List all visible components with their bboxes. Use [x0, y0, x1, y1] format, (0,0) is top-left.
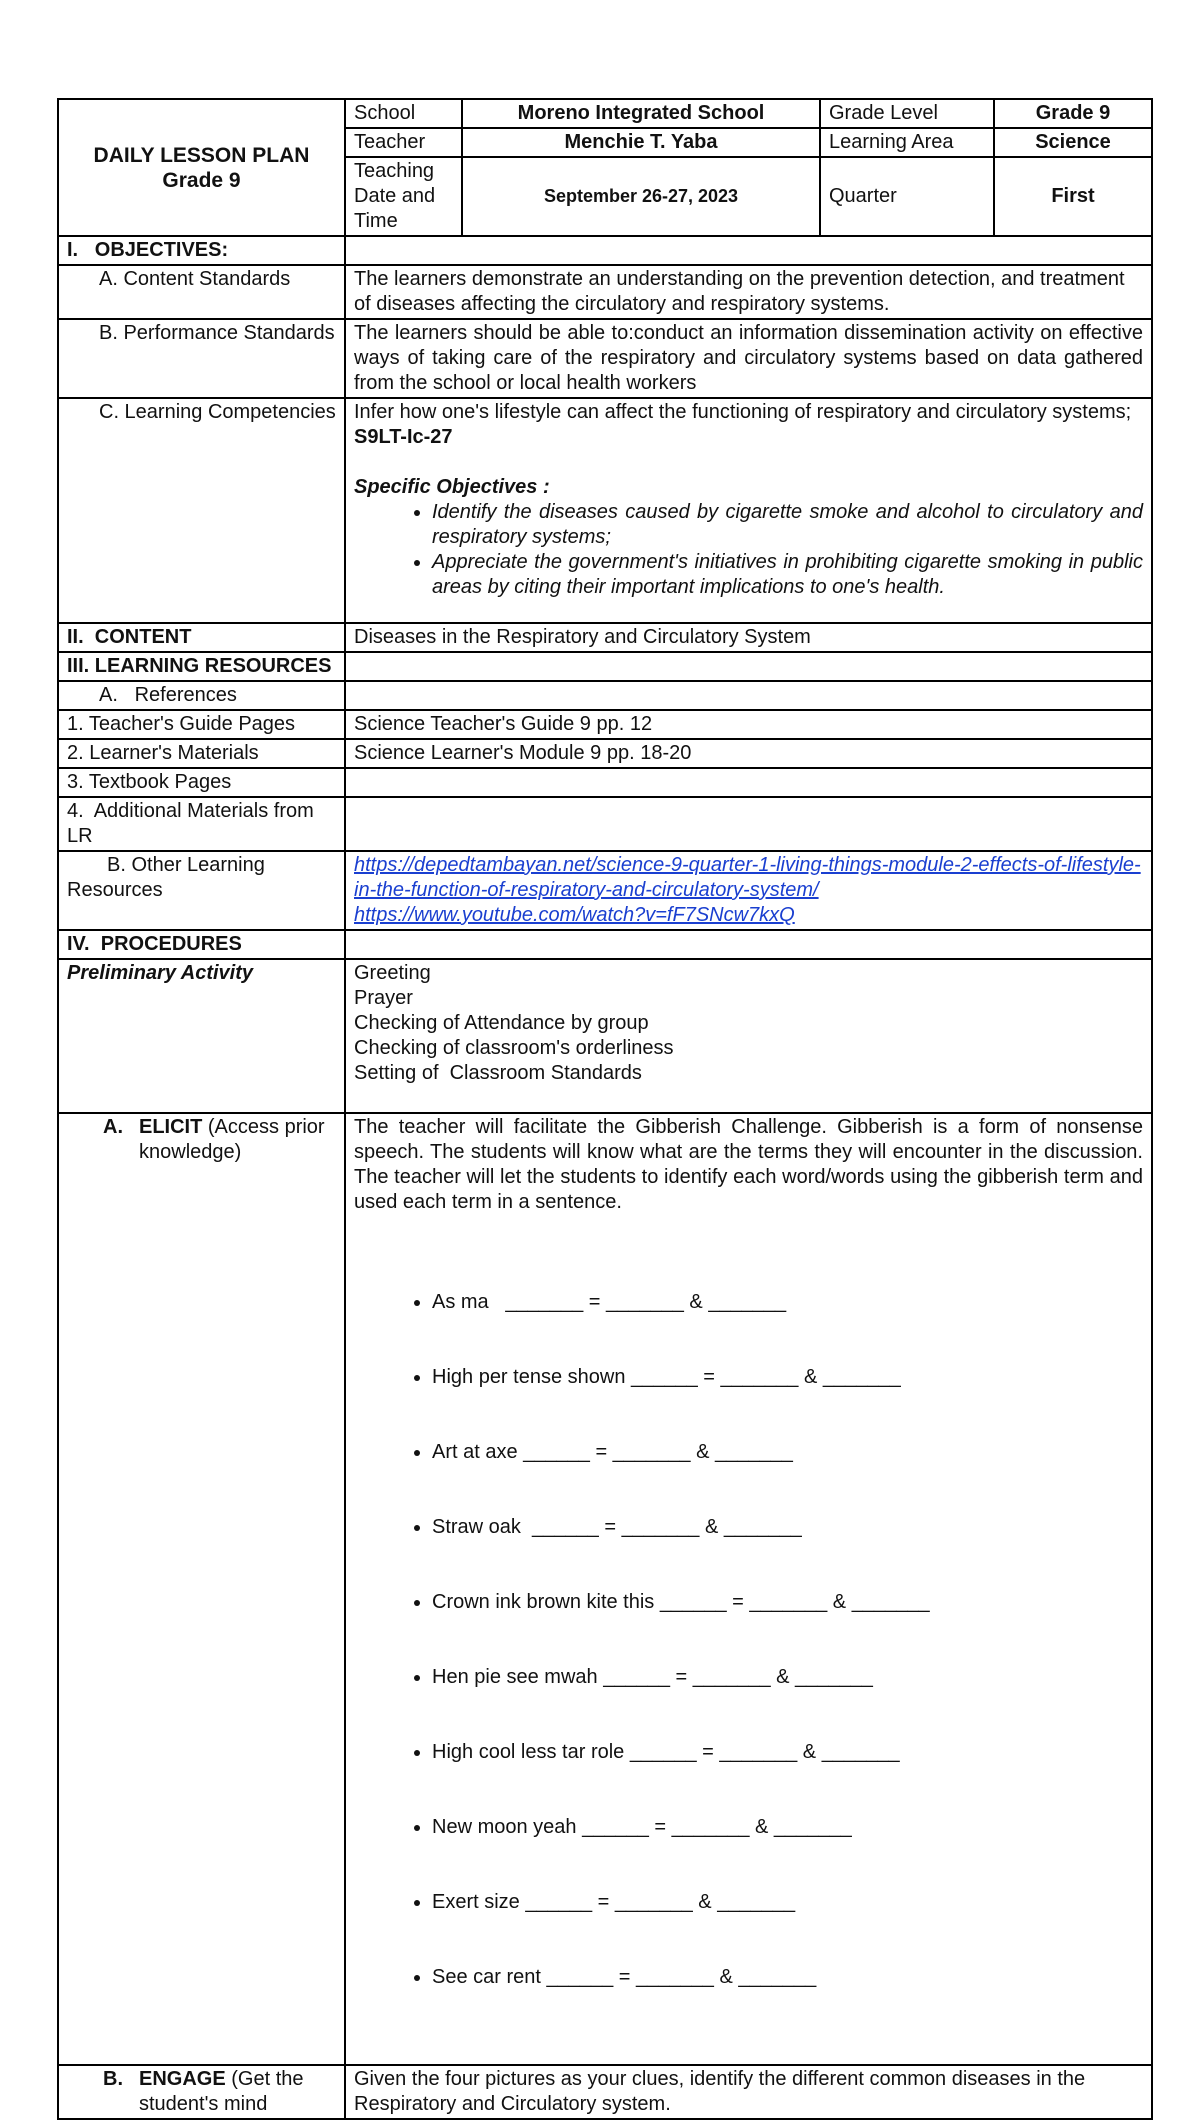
resource-link-youtube[interactable]: https://www.youtube.com/watch?v=fF7SNcw7kxQ	[354, 904, 795, 926]
quarter-label: Quarter	[820, 157, 994, 236]
performance-standards-label-text: B. Performance Standards	[99, 322, 335, 344]
gibberish-item: • Art at axe ______ = _______ & _______	[432, 1440, 1143, 1465]
plan-title	[58, 99, 345, 236]
quarter-value: First	[994, 157, 1152, 236]
specific-objective-item: • Appreciate the government's initiatives in prohibiting cigarette smoking in public areas by citing their important implications to one's health.	[432, 550, 1143, 600]
objectives-heading-empty	[345, 236, 1152, 265]
content-standards-text: The learners demonstrate an understanding on the prevention detection, and treatment of diseases affecting the circulatory and respiratory systems.	[345, 265, 1152, 319]
competencies-code: S9LT-Ic-27	[354, 426, 453, 448]
learning-resources-empty	[345, 652, 1152, 681]
preliminary-item: Setting of Classroom Standards	[354, 1062, 642, 1084]
other-resources-label	[58, 851, 345, 930]
textbook-pages-label: 3. Textbook Pages	[58, 768, 345, 797]
additional-materials-value	[345, 797, 1152, 851]
elicit-letter: A.	[103, 1116, 123, 1138]
learners-materials-label: 2. Learner's Materials	[58, 739, 345, 768]
elicit-cell	[345, 1113, 1152, 2065]
teacher-label: Teacher	[345, 128, 462, 157]
teachers-guide-value: Science Teacher's Guide 9 pp. 12	[345, 710, 1152, 739]
competencies-text: Infer how one's lifestyle can affect the functioning of respiratory and circulatory systems;	[354, 401, 1132, 423]
elicit-label	[58, 1113, 345, 2065]
other-resources-links	[345, 851, 1152, 930]
references-empty	[345, 681, 1152, 710]
elicit-subtitle: (Access prior knowledge)	[139, 1116, 325, 1163]
preliminary-item: Prayer	[354, 987, 413, 1009]
plan-title-line2: Grade 9	[162, 168, 241, 192]
grade-level-label: Grade Level	[820, 99, 994, 128]
school-label: School	[345, 99, 462, 128]
procedures-heading: IV. PROCEDURES	[58, 930, 345, 959]
resource-link-depedtambayan[interactable]: https://depedtambayan.net/science-9-quarter-1-living-things-module-2-effects-of-lifestyle-in-the-function-of-respiratory-and-circulatory-system/	[354, 854, 1141, 901]
learning-competencies-label-text: C. Learning Competencies	[99, 401, 336, 423]
teaching-date-label: Teaching Date and Time	[345, 157, 462, 236]
objectives-heading: I. OBJECTIVES:	[58, 236, 345, 265]
specific-objectives-list	[354, 500, 1143, 600]
teaching-date-value: September 26-27, 2023	[462, 157, 820, 236]
engage-subtitle: (Get the student's mind	[139, 2068, 304, 2115]
specific-objectives-heading: Specific Objectives :	[354, 476, 550, 498]
content-text: Diseases in the Respiratory and Circulatory System	[345, 623, 1152, 652]
gibberish-item: • See car rent ______ = _______ & _______	[432, 1965, 1143, 1990]
engage-title: ENGAGE	[139, 2068, 226, 2090]
school-value: Moreno Integrated School	[462, 99, 820, 128]
preliminary-activity-label: Preliminary Activity	[58, 959, 345, 1113]
gibberish-item: • Straw oak ______ = _______ & _______	[432, 1515, 1143, 1540]
teacher-value: Menchie T. Yaba	[462, 128, 820, 157]
elicit-title: ELICIT	[139, 1116, 203, 1138]
lesson-plan-table	[57, 98, 1153, 2120]
teachers-guide-label: 1. Teacher's Guide Pages	[58, 710, 345, 739]
gibberish-item: • New moon yeah ______ = _______ & _______	[432, 1815, 1143, 1840]
learning-resources-heading: III. LEARNING RESOURCES	[58, 652, 345, 681]
other-resources-label-text: B. Other Learning Resources	[67, 854, 265, 901]
learners-materials-value: Science Learner's Module 9 pp. 18-20	[345, 739, 1152, 768]
preliminary-item: Greeting	[354, 962, 431, 984]
learning-competencies-label	[58, 398, 345, 623]
gibberish-item: • Crown ink brown kite this ______ = _______ & _______	[432, 1590, 1143, 1615]
procedures-empty	[345, 930, 1152, 959]
learning-area-label: Learning Area	[820, 128, 994, 157]
specific-objective-item: • Identify the diseases caused by cigarette smoke and alcohol to circulatory and respiratory systems;	[432, 500, 1143, 550]
performance-standards-label	[58, 319, 345, 398]
textbook-pages-value	[345, 768, 1152, 797]
content-heading: II. CONTENT	[58, 623, 345, 652]
preliminary-item: Checking of classroom's orderliness	[354, 1037, 674, 1059]
learning-area-value: Science	[994, 128, 1152, 157]
engage-text: Given the four pictures as your clues, identify the different common diseases in the Respiratory and Circulatory system.	[345, 2065, 1152, 2119]
preliminary-item: Checking of Attendance by group	[354, 1012, 649, 1034]
performance-standards-text: The learners should be able to:conduct an information dissemination activity on effective ways of taking care of the respiratory and circulatory systems based on data gathered from the school or local health workers	[345, 319, 1152, 398]
learning-competencies-cell	[345, 398, 1152, 623]
elicit-text: The teacher will facilitate the Gibberish Challenge. Gibberish is a form of nonsense speech. The students will know what are the terms they will encounter in the discussion. The teacher will let the students to identify each word/words using the gibberish term and used each term in a sentence.	[354, 1116, 1143, 1213]
gibberish-item: • High per tense shown ______ = _______ & _______	[432, 1365, 1143, 1390]
additional-materials-label: 4. Additional Materials from LR	[58, 797, 345, 851]
preliminary-activity-list	[345, 959, 1152, 1113]
content-standards-label: A. Content Standards	[58, 265, 345, 319]
gibberish-item: • Hen pie see mwah ______ = _______ & _______	[432, 1665, 1143, 1690]
gibberish-item: • High cool less tar role ______ = _______ & _______	[432, 1740, 1143, 1765]
references-label: A. References	[58, 681, 345, 710]
engage-label	[58, 2065, 345, 2119]
gibberish-item: • Exert size ______ = _______ & _______	[432, 1890, 1143, 1915]
gibberish-item: • As ma _______ = _______ & _______	[432, 1290, 1143, 1315]
plan-title-line1: DAILY LESSON PLAN	[93, 143, 310, 167]
grade-level-value: Grade 9	[994, 99, 1152, 128]
engage-letter: B.	[103, 2068, 123, 2090]
gibberish-list	[354, 1240, 1143, 2040]
